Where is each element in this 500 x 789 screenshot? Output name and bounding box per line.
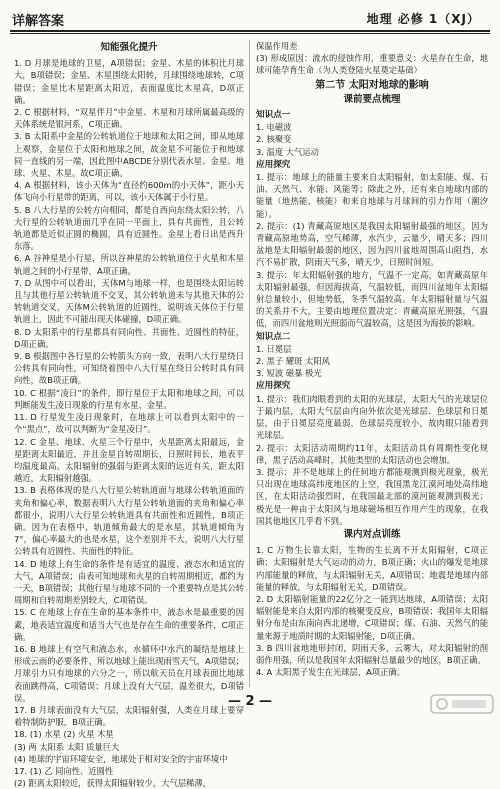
answer-item: 保温作用差 [256,41,298,51]
right-top-answers [256,40,488,77]
header-subject: 地理 必修 1（XJ） [366,12,480,26]
answer-item: (4) 地球的宇宙环境安全，地球处于相对安全的宇宙环境中 [14,753,228,764]
answer-item: 14. D 地球上有生命的条件是有适宜的温度、液态水和适宜的大气，A项错误；由表可知地球和火星的自转周期相近，都约为一天，B项错误；其他行星与地球不同的一个重要特点是其公转周期和自转周期差别较大，C项错误。 [14,558,244,606]
knowledge-item: 3. 短波 磁暴 极光 [256,368,322,379]
answer-item: 18. (1) 水星 (2) 火星 木星 [14,729,114,740]
section-title-chapter: 第二节 太阳对地球的影响 [315,79,429,91]
section-title-zhineng: 知能强化提升 [100,42,158,53]
header-rule [10,30,490,32]
knowledge-point-1-list [256,121,488,158]
answer-item: 8. D 太阳系中的行星都具有同向性、共面性、近圆性的特征，D项正确。 [14,326,244,349]
answer-item: 7. D 从图中可以看出，天体M与地球一样，也是围绕太阳运转且与其他行星公转轨道不交叉，其公转轨道未与其他天体的公转轨道交叉，天体M公转轨道的近圆性，说明该天体位于行星轨道上，因此不可能出现天体碰撞，D项正确。 [14,277,244,325]
knowledge-item: 1. 电磁波 [256,122,292,133]
application-1-title: 应用探究 [256,159,291,170]
answer-item: (3) 两 太阳系 太阳 质量巨大 [14,741,120,752]
watermark-logo [430,693,494,715]
answer-item: 4. A 根据材料，该小天体为“直径约600m的小天体”，距小天体飞向小行星带的距离，可以，该小天体属于小行星。 [14,180,244,203]
column-divider [249,40,250,687]
in-class-title: 课内对点训练 [343,528,401,540]
answer-item: 1. D 月球是地球的卫星，A项错误；金星、木星的体积比月球大，B项错误；金星、木星围绕太阳转，月球围绕地球转，C项错误；金星比木星距离太阳近，表面温度比木星高，D项正确。 [14,58,244,105]
answer-item: 5. B 八大行星的公转方向相同，都是自西向东绕太阳公转，八大行星的公转轨道面几乎在同一平面上，具有共面性，且公转轨道都是近似正圆的椭圆，具有近圆性。金星上看日出是西升东落。 [14,204,244,252]
application-2-title: 应用探究 [256,381,291,392]
application-item: 3. 提示：并不是地球上的任何地方都能观测到极光现象，极光只出现在地球高纬度地区的上空，我国黑龙江漠河地处高纬地区，在太阳活动强烈时，在我国最北部的漠河能观测到极光；极光是一种由于太阳风与地球磁场相互作用产生的现象，在我国其他地区几乎看不到。 [256,466,488,526]
application-item: 3. 提示：年太阳辐射强的地方，气温不一定高，如青藏高原年太阳辐射最强，但因海拔高，气温较低，而四川盆地年太阳辐射总量较小，但地势低，冬季气温较高。年太阳辐射量与气温的关系并不大，主要由地理位置决定：青藏高原光照强，气温低，而四川盆地则光照弱而气温较高，这是因为海拔的影响。 [256,269,488,329]
page-header [0,0,500,36]
header-title: 详解答案 [12,14,65,29]
left-column [14,40,244,789]
header-rule-thin [10,33,490,34]
answer-item: 2. C 根据材料，“双星伴月”中金星、木星和月球所属最高级的天体系统是银河系，C项正确。 [14,107,244,130]
application-item: 2. 提示：太阳活动周期约11年，太阳活动具有周期性变化规律，黑子活动高峰时，其他类型的太阳活动也会增加。 [256,442,488,465]
answer-item: 16. B 地球上有空气和液态水，水循环中水汽的凝结是地球上形成云雨的必要条件，所以地球上能出现雨雪天气，A项错误；月球引力只有地球的六分之一，所以航天员在月球表面比地球表面跳得高，C项错误；月球上没有大气层，温差很大，D项错误。 [14,643,244,703]
answer-item: 3. B 太阳系中金星的公转轨道位于地球和太阳之间，即从地球上观察，金星位于太阳和地球之间，故金星不可能位于和地球同一直线的另一端，因此图中ABCDE分别代表水星、金星、地球、火星、木星。故C项正确。 [14,131,244,179]
answer-item: 17. B 月球表面没有大气层，太阳辐射强，人类在月球上要穿着特制防护服，B项正确。 [14,704,244,728]
application-item: 2. 提示：(1) 青藏高原地区是我国太阳辐射最强的地区，因为青藏高原地势高，空气稀薄，水汽少，云量少，晴天多；四川盆地是太阳辐射最弱的地区，因为四川盆地周围高山阻挡，水汽不易扩散，阴雨天气多，晴天少，日照时间短。 [256,220,488,268]
knowledge-point-2-list [256,343,488,380]
answer-item: 13. B 表格体现的是八大行星公转轨道面与地球公转轨道面的夹角和偏心率，数据表明八大行星公转轨道面的夹角和偏心率都很小，说明八大行星公转轨道具有共面性和近圆性，B项正确。因为在表格中，轨道倾角最大的是水星，其轨道倾角为7°，偏心率最大的也是水星，这个差别并不大，说明八大行星公转具有近圆性、共面性的特征。 [14,485,244,557]
in-class-list [256,544,488,678]
exercise-item: 4. A 太阳黑子发生在光球层，A项正确。 [256,667,405,678]
answer-item: 17. (1) 乙 同向性、近圆性 [14,765,114,776]
exercise-item: 2. D 太阳辐射能量的22亿分之一能到达地球，A项错误；太阳辐射能是来自太阳内部的核聚变反应，B项错误；我国年太阳辐射分布是由东南向西北递增，C项错误；煤、石油、天然气的能量来源于地质时期的太阳辐射能，D项正确。 [256,593,488,641]
knowledge-point-1-title: 知识点一 [256,110,291,121]
left-answer-list [14,57,244,789]
section-subtitle: 课前要点梳理 [343,93,401,105]
application-1-list [256,171,488,330]
knowledge-point-2-title: 知识点二 [256,331,291,342]
answer-item: (2) 距离太阳较近，获得太阳辐射较少，大气层稀薄， [14,778,211,789]
knowledge-item: 3. 温度 大气运动 [256,146,319,157]
right-column [256,40,488,678]
knowledge-item: 1. 日冕层 [256,343,292,354]
knowledge-item: 2. 核聚变 [256,134,292,145]
application-item: 1. 提示：我们肉眼看到的太阳的光球层，太阳大气的光球层位于最内层，太阳大气层由内向外依次是光球层、色球层和日冕层，由于日冕层亮度最弱，色球层亮度较小，故肉眼只能看到光球层。 [256,393,488,441]
knowledge-item: 2. 黑子 耀斑 太阳风 [256,356,330,367]
answer-item: 10. C 根据“凌日”的条件，即行星位于太阳和地球之间，可以判断能发生凌日现象的行星有水星、金星。 [14,387,244,410]
exercise-item: 3. B 四川盆地地形封闭，阴雨天多，云雾大，对太阳辐射的削弱作用强，所以是我国年太阳辐射总量最少的地区，B项正确。 [256,642,488,665]
exercise-item: 1. C 万物生长靠太阳，生物的生长离不开太阳辐射，C项正确；太阳辐射是大气运动的动力，B项正确；火山的爆发是地球内部能量的释放，与太阳辐射无关，A项错误；地震是地球内部能量的释放，与太阳辐射无关，D项错误。 [256,545,488,592]
application-2-list [256,393,488,527]
answer-item: 15. C 在地球上存在生命的基本条件中，液态水是最重要的因素，地表适宜温度和适当大气也是存在生命的重要条件，C项正确。 [14,607,244,642]
answer-item: 6. A 谷神星是小行星，所以谷神星的公转轨道位于火星和木星轨道之间的小行星带，A项正确。 [14,253,244,276]
answer-item: 9. B 根据图中各行星的公转箭头方向一致，表明八大行星绕日公转具有同向性，可知绕着图中八大行星在绕日公转时具有同向性，故B项正确。 [14,351,244,386]
page-number: — 2 — [227,694,273,709]
answer-item: 11. D 行星发生凌日现象时，在地球上可以看到太阳中的一个“黑点”，故可以判断为“金星凌日”。 [14,412,244,435]
application-item: 1. 提示：地球上的能量主要来自太阳辐射，如太阳能、煤、石油、天然气、水能、风能等；除此之外，还有来自地球内部的能量（地热能、核能）和来自地球与月球间的引力作用（潮汐能）。 [256,172,488,219]
answer-item: (3) 形成原因：流水的侵蚀作用，重要意义：火星存在生命，地球可能孕育生命（为人类登陆火星奠定基础） [256,53,488,76]
answer-item: 12. C 金星、地球、火星三个行星中，火星距离太阳最远，金星距离太阳最近，并且金星自转周期长，日照时间长，地表平均温度最高。太阳辐射的强弱与距离太阳的远近有关，距太阳越近，太阳辐射越强。 [14,436,244,484]
